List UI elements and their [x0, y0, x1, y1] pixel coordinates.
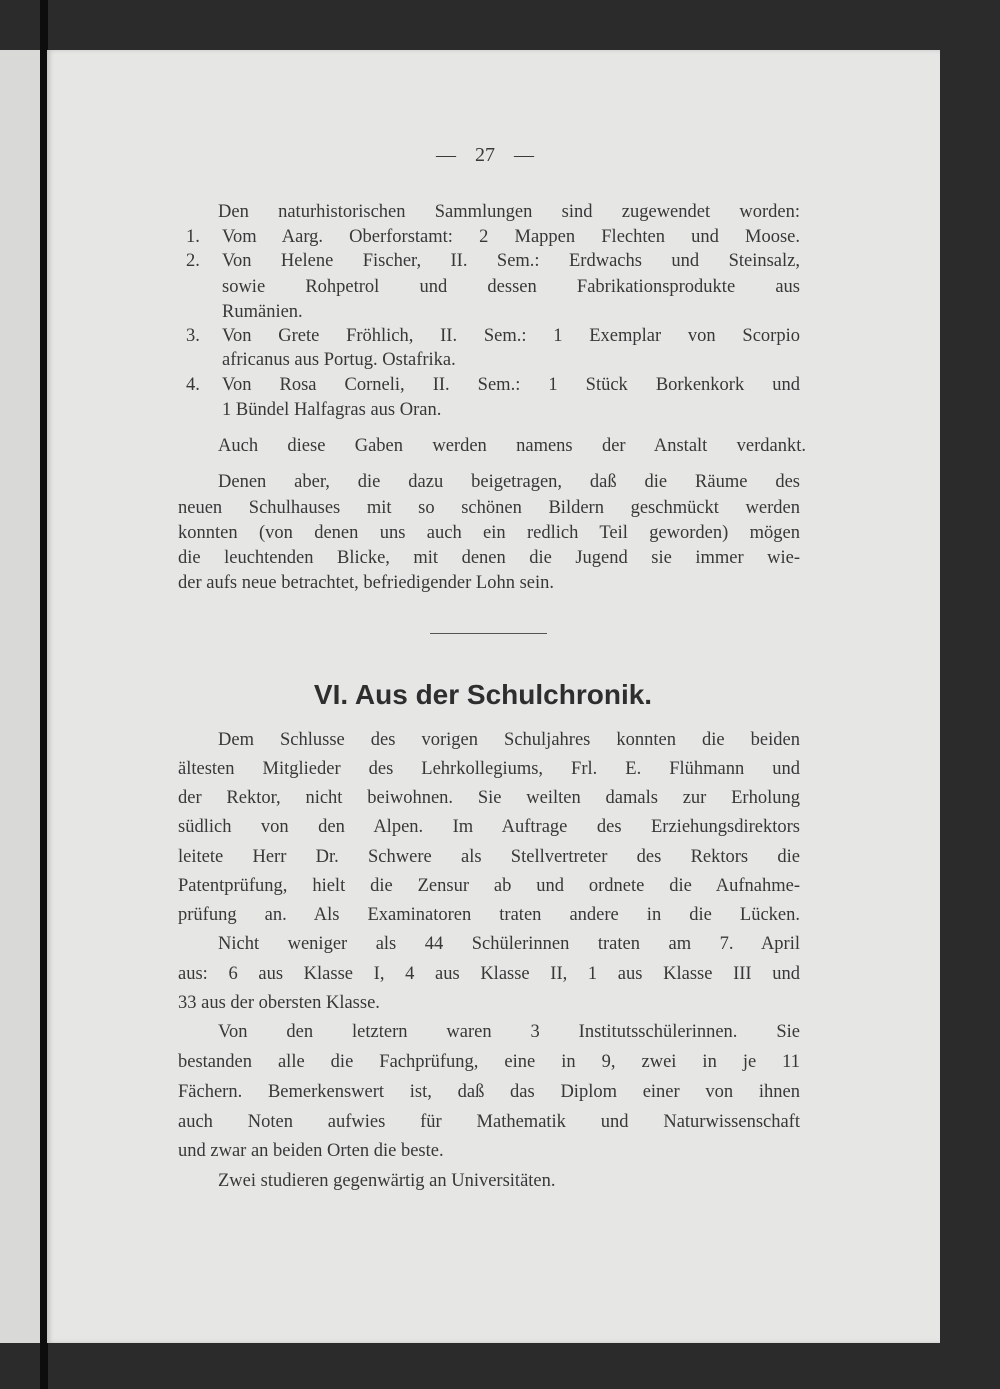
paragraph-line: leitete Herr Dr. Schwere als Stellvertreter des Rektors die: [178, 847, 800, 867]
paragraph-line: Patentprüfung, hielt die Zensur ab und ordnete die Aufnahme-: [178, 876, 800, 896]
paragraph-line: aus: 6 aus Klasse I, 4 aus Klasse II, 1 aus Klasse III und: [178, 964, 800, 984]
list-item-line: Vom Aarg. Oberforstamt: 2 Mappen Flechten und Moose.: [222, 227, 800, 247]
paragraph-line: Von den letztern waren 3 Institutsschülerinnen. Sie: [218, 1022, 800, 1042]
list-number: 2.: [186, 251, 200, 271]
list-item-line: Von Helene Fischer, II. Sem.: Erdwachs und Steinsalz,: [222, 251, 800, 271]
paragraph-line: konnten (von denen uns auch ein redlich Teil geworden) mögen: [178, 523, 800, 543]
paragraph-line: und zwar an beiden Orten die beste.: [178, 1141, 444, 1161]
list-item-line: sowie Rohpetrol und dessen Fabrikationsprodukte aus: [222, 277, 800, 297]
page-number: — 27 —: [436, 144, 534, 166]
paragraph-line: 33 aus der obersten Klasse.: [178, 993, 380, 1013]
paragraph-line: auch Noten aufwies für Mathematik und Naturwissenschaft: [178, 1112, 800, 1132]
section-heading: VI. Aus der Schulchronik.: [313, 679, 653, 710]
paragraph-line: der aufs neue betrachtet, befriedigender Lohn sein.: [178, 573, 554, 593]
thanks-line: Auch diese Gaben werden namens der Anstalt verdankt.: [218, 436, 806, 456]
paragraph-line: die leuchtenden Blicke, mit denen die Jugend sie immer wie-: [178, 548, 800, 568]
section-divider: [430, 633, 547, 634]
paragraph-line: prüfung an. Als Examinatoren traten andere in die Lücken.: [178, 905, 800, 925]
list-item-line: africanus aus Portug. Ostafrika.: [222, 350, 456, 370]
paragraph-line: ältesten Mitglieder des Lehrkollegiums, Frl. E. Flühmann und: [178, 759, 800, 779]
paragraph-line: bestanden alle die Fachprüfung, eine in 9, zwei in je 11: [178, 1052, 800, 1072]
paragraph-line: Fächern. Bemerkenswert ist, daß das Diplom einer von ihnen: [178, 1082, 800, 1102]
donations-intro: Den naturhistorischen Sammlungen sind zugewendet worden:: [218, 202, 800, 222]
paragraph-line: Denen aber, die dazu beigetragen, daß die Räume des: [218, 472, 800, 492]
facing-page-edge: [0, 50, 40, 1343]
paragraph-line: Dem Schlusse des vorigen Schuljahres konnten die beiden: [218, 730, 800, 750]
paragraph-line: Nicht weniger als 44 Schülerinnen traten am 7. April: [218, 934, 800, 954]
paragraph-line: der Rektor, nicht beiwohnen. Sie weilten damals zur Erholung: [178, 788, 800, 808]
list-item-line: Rumänien.: [222, 302, 303, 322]
list-item-line: Von Rosa Corneli, II. Sem.: 1 Stück Borkenkork und: [222, 375, 800, 395]
list-item-line: 1 Bündel Halfagras aus Oran.: [222, 400, 442, 420]
list-number: 1.: [186, 227, 200, 247]
list-item-line: Von Grete Fröhlich, II. Sem.: 1 Exemplar von Scorpio: [222, 326, 800, 346]
paragraph-line: neuen Schulhauses mit so schönen Bildern geschmückt werden: [178, 498, 800, 518]
list-number: 3.: [186, 326, 200, 346]
list-number: 4.: [186, 375, 200, 395]
paragraph-line: Zwei studieren gegenwärtig an Universitäten.: [218, 1171, 556, 1191]
paragraph-line: südlich von den Alpen. Im Auftrage des Erziehungsdirektors: [178, 817, 800, 837]
